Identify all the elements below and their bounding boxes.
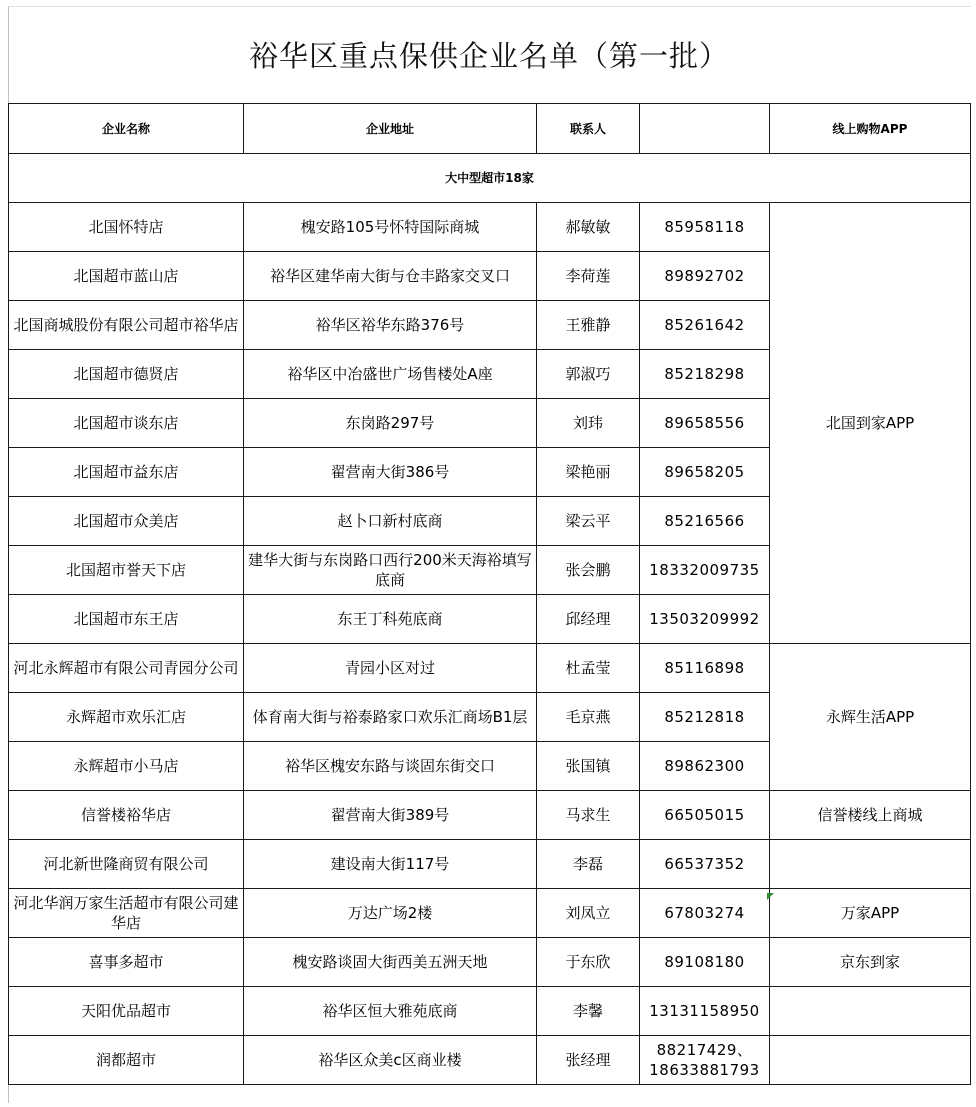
phone-cell: 13131158950 bbox=[640, 987, 770, 1036]
header-contact: 联系人 bbox=[537, 104, 640, 154]
phone-cell: 13503209992 bbox=[640, 595, 770, 644]
header-address: 企业地址 bbox=[244, 104, 537, 154]
phone-cell: 89658556 bbox=[640, 399, 770, 448]
header-app: 线上购物APP bbox=[770, 104, 971, 154]
app-cell-empty bbox=[770, 840, 971, 889]
header-name: 企业名称 bbox=[9, 104, 244, 154]
category-label: 大中型超市18家 bbox=[9, 154, 971, 203]
table-row bbox=[9, 1036, 971, 1085]
category-row bbox=[9, 154, 971, 203]
phone-cell: 67803274 bbox=[640, 889, 770, 938]
name-cell: 北国超市德贤店 bbox=[9, 350, 244, 399]
contact-cell: 张经理 bbox=[537, 1036, 640, 1085]
contact-cell: 刘凤立 bbox=[537, 889, 640, 938]
contact-cell: 郭淑巧 bbox=[537, 350, 640, 399]
contact-cell: 李荷莲 bbox=[537, 252, 640, 301]
table-row bbox=[9, 203, 971, 252]
table-row bbox=[9, 938, 971, 987]
address-cell: 裕华区众美c区商业楼 bbox=[244, 1036, 537, 1085]
contact-cell: 张会鹏 bbox=[537, 546, 640, 595]
app-cell: 永辉生活APP bbox=[770, 644, 971, 791]
address-cell: 裕华区裕华东路376号 bbox=[244, 301, 537, 350]
phone-cell: 88217429、18633881793 bbox=[640, 1036, 770, 1085]
address-cell: 槐安路谈固大街西美五洲天地 bbox=[244, 938, 537, 987]
contact-cell: 郝敏敏 bbox=[537, 203, 640, 252]
name-cell: 河北永辉超市有限公司青园分公司 bbox=[9, 644, 244, 693]
header-phone bbox=[640, 104, 770, 154]
address-cell: 万达广场2楼 bbox=[244, 889, 537, 938]
address-cell: 裕华区恒大雅苑底商 bbox=[244, 987, 537, 1036]
address-cell: 青园小区对过 bbox=[244, 644, 537, 693]
address-cell: 翟营南大街389号 bbox=[244, 791, 537, 840]
address-cell: 东王丁科苑底商 bbox=[244, 595, 537, 644]
contact-cell: 马求生 bbox=[537, 791, 640, 840]
name-cell: 喜事多超市 bbox=[9, 938, 244, 987]
name-cell: 北国超市众美店 bbox=[9, 497, 244, 546]
name-cell: 北国超市东王店 bbox=[9, 595, 244, 644]
name-cell: 北国超市谈东店 bbox=[9, 399, 244, 448]
table-row bbox=[9, 987, 971, 1036]
name-cell: 永辉超市欢乐汇店 bbox=[9, 693, 244, 742]
phone-cell: 66537352 bbox=[640, 840, 770, 889]
table-row bbox=[9, 840, 971, 889]
address-cell: 赵卜口新村底商 bbox=[244, 497, 537, 546]
contact-cell: 杜孟莹 bbox=[537, 644, 640, 693]
name-cell: 河北华润万家生活超市有限公司建华店 bbox=[9, 889, 244, 938]
address-cell: 槐安路105号怀特国际商城 bbox=[244, 203, 537, 252]
name-cell: 北国商城股份有限公司超市裕华店 bbox=[9, 301, 244, 350]
name-cell: 北国超市蓝山店 bbox=[9, 252, 244, 301]
contact-cell: 于东欣 bbox=[537, 938, 640, 987]
phone-cell: 85212818 bbox=[640, 693, 770, 742]
contact-cell: 梁艳丽 bbox=[537, 448, 640, 497]
name-cell: 河北新世隆商贸有限公司 bbox=[9, 840, 244, 889]
header-row bbox=[9, 104, 971, 154]
contact-cell: 邱经理 bbox=[537, 595, 640, 644]
name-cell: 天阳优品超市 bbox=[9, 987, 244, 1036]
phone-cell: 85261642 bbox=[640, 301, 770, 350]
contact-cell: 毛京燕 bbox=[537, 693, 640, 742]
address-cell: 建设南大街117号 bbox=[244, 840, 537, 889]
contact-cell: 李馨 bbox=[537, 987, 640, 1036]
name-cell: 北国超市益东店 bbox=[9, 448, 244, 497]
contact-cell: 李磊 bbox=[537, 840, 640, 889]
phone-cell: 18332009735 bbox=[640, 546, 770, 595]
name-cell: 永辉超市小马店 bbox=[9, 742, 244, 791]
app-cell: 万家APP bbox=[770, 889, 971, 938]
enterprise-table bbox=[8, 103, 971, 1085]
phone-cell: 89108180 bbox=[640, 938, 770, 987]
phone-cell: 85958118 bbox=[640, 203, 770, 252]
phone-cell: 89862300 bbox=[640, 742, 770, 791]
page-title: 裕华区重点保供企业名单（第一批） bbox=[248, 39, 729, 73]
table-row bbox=[9, 889, 971, 938]
name-cell: 信誉楼裕华店 bbox=[9, 791, 244, 840]
phone-cell: 85218298 bbox=[640, 350, 770, 399]
name-cell: 北国超市誉天下店 bbox=[9, 546, 244, 595]
app-cell: 北国到家APP bbox=[770, 203, 971, 644]
contact-cell: 王雅静 bbox=[537, 301, 640, 350]
address-cell: 东岗路297号 bbox=[244, 399, 537, 448]
address-cell: 建华大街与东岗路口西行200米天海裕填写底商 bbox=[244, 546, 537, 595]
app-cell: 京东到家 bbox=[770, 938, 971, 987]
address-cell: 体育南大街与裕泰路家口欢乐汇商场B1层 bbox=[244, 693, 537, 742]
comment-indicator-icon bbox=[767, 893, 774, 900]
table-row bbox=[9, 644, 971, 693]
address-cell: 裕华区槐安东路与谈固东街交口 bbox=[244, 742, 537, 791]
app-cell-empty bbox=[770, 987, 971, 1036]
address-cell: 翟营南大街386号 bbox=[244, 448, 537, 497]
app-cell: 信誉楼线上商城 bbox=[770, 791, 971, 840]
contact-cell: 刘玮 bbox=[537, 399, 640, 448]
contact-cell: 张国镇 bbox=[537, 742, 640, 791]
table-row bbox=[9, 791, 971, 840]
address-cell: 裕华区建华南大街与仓丰路家交叉口 bbox=[244, 252, 537, 301]
app-cell-empty bbox=[770, 1036, 971, 1085]
phone-cell: 66505015 bbox=[640, 791, 770, 840]
address-cell: 裕华区中冶盛世广场售楼处A座 bbox=[244, 350, 537, 399]
phone-cell: 85216566 bbox=[640, 497, 770, 546]
name-cell: 北国怀特店 bbox=[9, 203, 244, 252]
phone-cell: 89658205 bbox=[640, 448, 770, 497]
contact-cell: 梁云平 bbox=[537, 497, 640, 546]
name-cell: 润都超市 bbox=[9, 1036, 244, 1085]
phone-cell: 89892702 bbox=[640, 252, 770, 301]
phone-cell: 85116898 bbox=[640, 644, 770, 693]
